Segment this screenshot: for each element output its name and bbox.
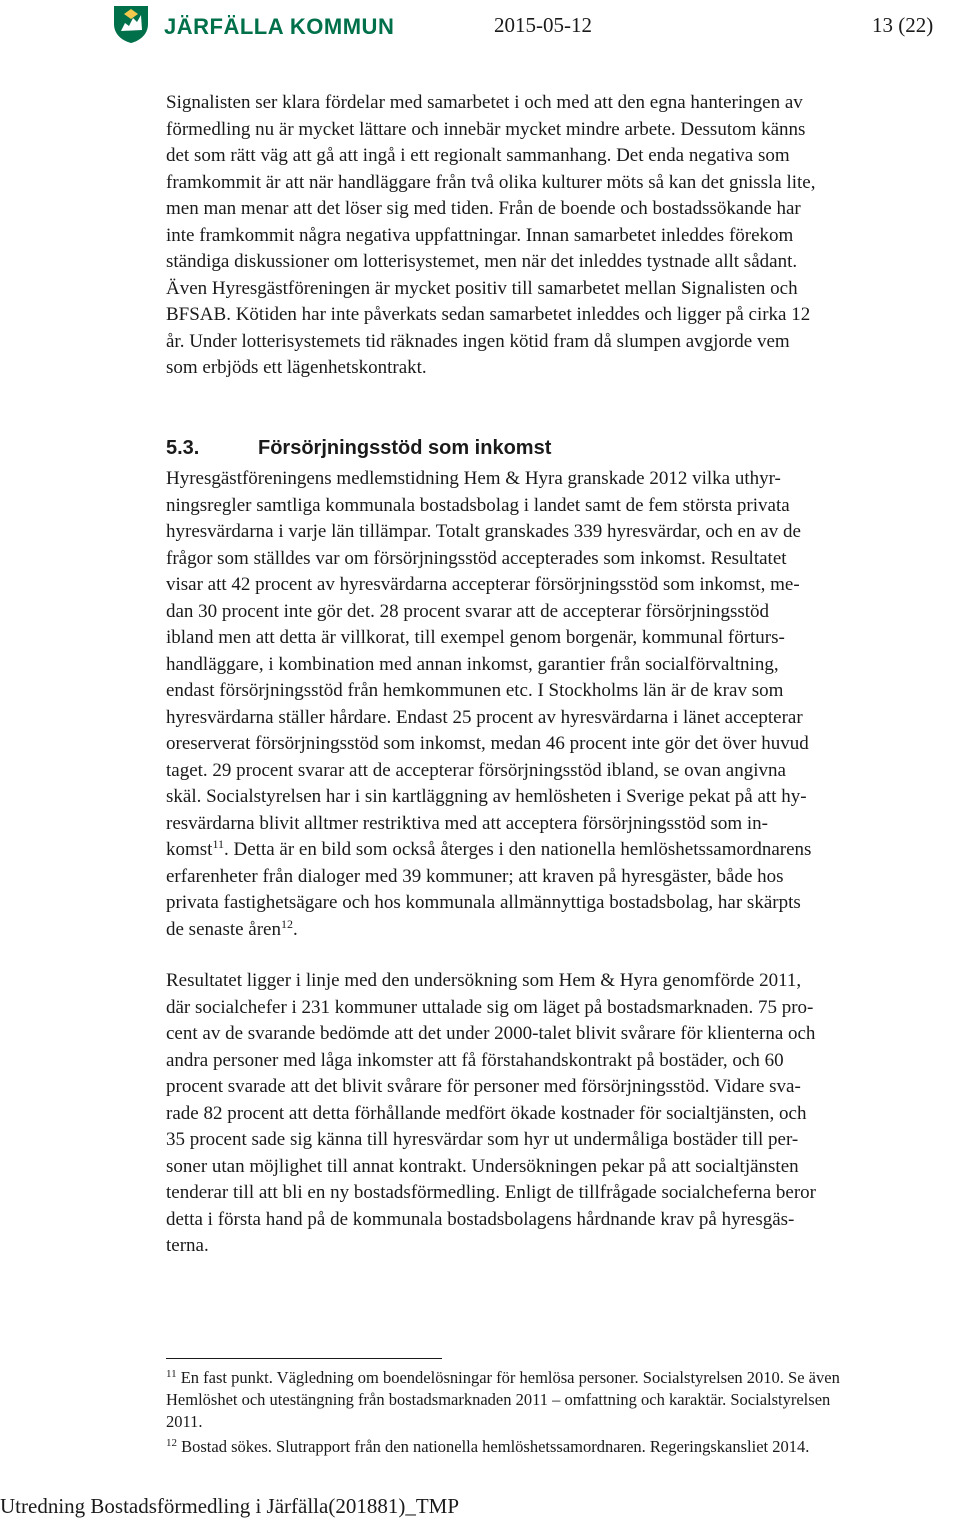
footnote-ref-12[interactable]: 12 xyxy=(281,916,293,931)
footnote-11 xyxy=(166,1367,956,1433)
paragraph-text: . Detta är en bild som också återges i den nationella hemlöshetssamordnarens erfarenheter från dialoger med 39 kommuner; att kraven på hyresgäster, både hos privata fastighetsägare och hos kommunala allmännyttiga bostadsbolag, har skärpts de senaste åren xyxy=(166,839,812,940)
document-date: 2015-05-12 xyxy=(494,13,592,37)
municipality-logo xyxy=(112,4,395,48)
section-title: Försörjningsstöd som inkomst xyxy=(258,437,552,459)
paragraph-text: Hyresgästföreningens medlemstidning Hem & Hyra granskade 2012 vilka uthyr- ningsregler samtliga kommunala bostadsbolag i landet samt de fem största privata hyresvärdarna i varje län tillämpar. Totalt granskades 339 hyresvärdar, och en av de frågor som ställdes var om försörjningsstöd accepterades som inkomst. Resultatet visar att 42 procent av hyresvärdarna accepterar försörjningsstöd som inkomst, me- dan 30 procent inte gör det. 28 procent svarar att de accepterar försörjningsstöd ibland men att detta är villkorat, till exempel genom borgenär, kommunal förturs- handläggare, i kombination med annan inkomst, garantier från socialförvaltning, endast försörjningsstöd från hemkommunen etc. I Stockholms län är de krav som hyresvärdarna ställer hårdare. Endast 25 procent av hyresvärdarna i länet accepterar oreserverat försörjningsstöd som inkomst, medan 46 procent inte gör det över huvud taget. 29 procent svarar att de accepterar försörjningsstöd ibland, se ovan angivna skäl. Socialstyrelsen har i sin kartläggning av hemlösheten i Sverige pekat på att hy- resvärdarna blivit alltmer restriktiva med att acceptera försörjningsstöd som in- komst xyxy=(166,468,809,860)
footnote-text: En fast punkt. Vägledning om boendelösningar för hemlösa personer. Socialstyrelsen 2010. Se även Hemlöshet och utestängning från bostadsmarknaden 2011 – omfattning och karaktär. Socialstyrelsen 2011. xyxy=(166,1368,840,1431)
footnote-text: Bostad sökes. Slutrapport från den nationella hemlöshetssamordnaren. Regeringskansliet 2014. xyxy=(177,1437,810,1456)
footnote-divider xyxy=(166,1358,442,1359)
logo-text: JÄRFÄLLA KOMMUN xyxy=(164,14,395,39)
footnote-12 xyxy=(166,1436,956,1458)
page-footer: Utredning Bostadsförmedling i Järfälla(201881)_TMP xyxy=(0,1494,460,1518)
section-number: 5.3. xyxy=(166,437,200,459)
coat-of-arms-icon xyxy=(112,4,150,44)
paragraph-forsorjningsstod xyxy=(166,466,958,943)
page-number: 13 (22) xyxy=(872,13,934,37)
footnote-ref-11[interactable]: 11 xyxy=(212,836,225,851)
paragraph-hem-och-hyra: Resultatet ligger i linje med den undersökning som Hem & Hyra genomförde 2011, där socialchefer i 231 kommuner uttalade sig om läget på bostadsmarknaden. 75 pro- cent av de svarande bedömde att det under 2000-talet blivit svårare för klienterna och andra personer med låga inkomster att få förstahandskontrakt på bostäder, och 60 procent svarade att det blivit svårare för personer med försörjningsstöd. Vidare sva- rade 82 procent att detta förhållande medfört ökade kostnader för socialtjänsten, och 35 procent sade sig känna till hyresvärdar som hyr ut undermåliga bostäder till per- soner utan möjlighet till annat kontrakt. Undersökningen pekar på att socialtjänsten tenderar till att bli en ny bostadsförmedling. Enligt de tillfrågade socialcheferna beror detta i första hand på de kommunala bostadsbolagens hårdnande krav på hyresgäs- terna. xyxy=(166,970,816,1256)
paragraph-text: . xyxy=(293,918,298,940)
footnote-number: 11 xyxy=(166,1367,177,1380)
page-header xyxy=(0,0,960,60)
footnote-number: 12 xyxy=(166,1436,177,1449)
paragraph-signalisten: Signalisten ser klara fördelar med samarbetet i och med att den egna hanteringen av förmedling nu är mycket lättare och innebär mycket mindre arbete. Dessutom känns det som rätt väg att gå att ingå i ett regionalt sammanhang. Det enda negativa som framkommit är att när handläggare från två olika kulturer möts så kan det gnissla lite, men man menar att det löser sig med tiden. Från de boende och bostadssökande har inte framkommit några negativa uppfattningar. Innan samarbetet inleddes förekom ständiga diskussioner om lotterisystemet, men när det inleddes tystnade allt sådant. Även Hyresgästföreningen är mycket positiv till samarbetet mellan Signalisten och BFSAB. Kötiden har inte påverkats sedan samarbetet inleddes och ligger på cirka 12 år. Under lotterisystemets tid räknades ingen kötid fram då slumpen avgjorde vem som erbjöds ett lägenhetskontrakt. xyxy=(166,92,816,378)
section-heading xyxy=(166,433,866,463)
